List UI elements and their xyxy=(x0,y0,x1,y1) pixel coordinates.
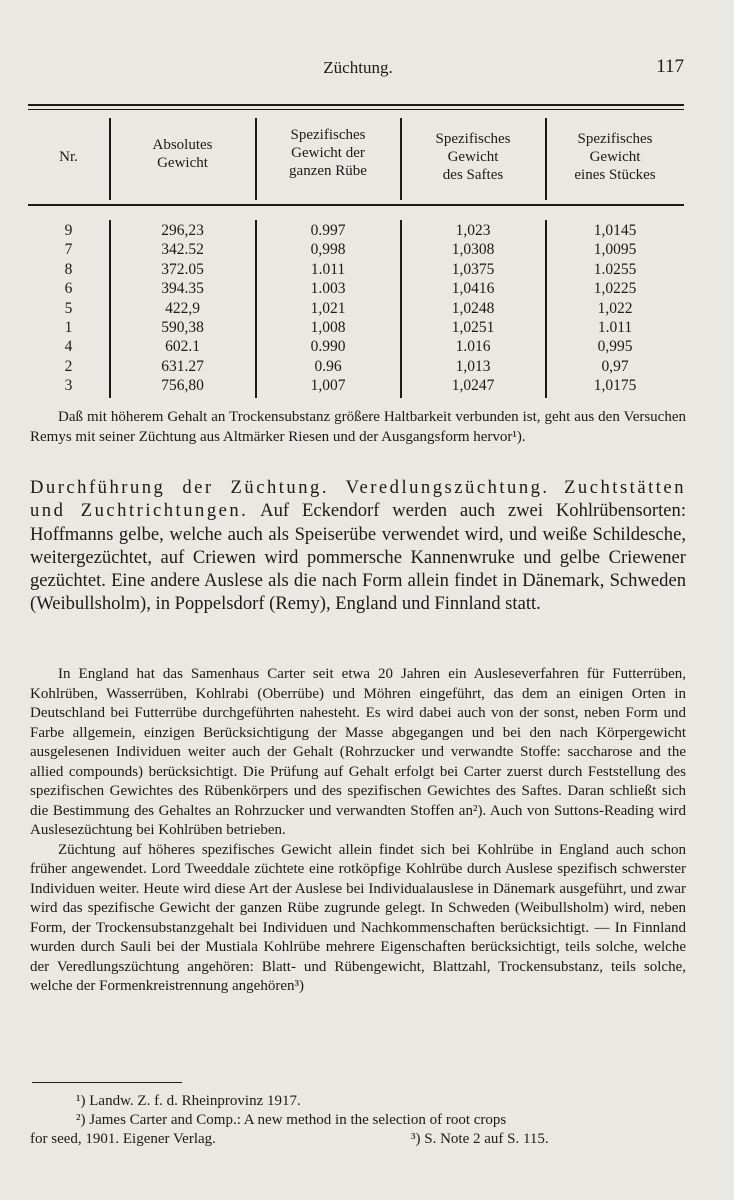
table-cell: 1 xyxy=(64,318,73,336)
header-gewicht-ganze-ruebe: Spezifisches Gewicht der ganzen Rübe xyxy=(289,127,367,179)
table-cell: 1,013 xyxy=(455,357,491,375)
table-cell: 1,021 xyxy=(310,299,346,317)
table-cell: 1,0095 xyxy=(593,241,637,259)
footnotes xyxy=(30,1092,686,1149)
table-cell: 631.27 xyxy=(161,357,204,375)
page-header xyxy=(30,58,686,84)
table-cell: 1,007 xyxy=(310,377,346,395)
column-ganze-ruebe xyxy=(256,221,400,396)
table-cell: 756,80 xyxy=(161,377,204,395)
table-cell: 4 xyxy=(64,338,73,356)
paragraph-text: In England hat das Samenhaus Carter seit etwa 20 Jahren ein Ausleseverfahren für Futterrüben, Kohlrüben, Wasserrüben, Kohlrabi (Oberrübe) und Möhren eingeführt, das dem an einigen Orten in Deutschland bei Futterrübe durchgeführten nahesteht. Es wird dabei auch von der sonst, neben Form und Farbe allgemein, einzigen Berücksichtigung der Masse abgegangen und bei den nach Körpergewicht ausgelesenen Individuen weiter auch der Gehalt (Rohrzucker und verwandte Stoffe: saccharose and the allied compounds) berücksichtigt. Die Prüfung auf Gehalt erfolgt bei Carter zuerst durch Feststellung des spezifischen Gewichtes des Rübenkörpers und des spezifischen Gewichtes des Saftes. Daran schließt sich die Bestimmung des Gehaltes an Rohrzucker und verwandten Stoffen an²). Auch von Suttons-Reading wird Auslesezüchtung bei Kohlrüben betrieben. xyxy=(30,666,686,838)
table-cell: 9 xyxy=(64,222,73,239)
table-cell: 6 xyxy=(64,280,73,298)
table-top-rule xyxy=(28,104,684,106)
specific-weight-table xyxy=(28,104,684,398)
table-cell: 1,022 xyxy=(597,299,633,317)
table-cell: 1,0247 xyxy=(451,377,495,395)
table-cell: 0.997 xyxy=(310,222,346,239)
page-number: 117 xyxy=(656,56,684,77)
table-cell: 1,0175 xyxy=(593,377,637,395)
table-cell: 1.011 xyxy=(310,260,346,278)
header-gewicht-saft: Spezifisches Gewicht des Saftes xyxy=(435,131,511,183)
paragraph-text: Züchtung auf höheres spezifisches Gewicht allein findet sich bei Kohlrübe in England auch schon früher angewendet. Lord Tweeddale züchtete eine rotköpfige Kohlrübe durch Auslese spezifisch schwerster Individuen weiter. Heute wird diese Art der Auslese bei Individualauslese in Dänemark ausgeführt, und zwar wird das spezifische Gewicht der ganzen Rübe zugrunde gelegt. In Schweden (Weibullsholm) wird, neben Form, der Trockensubstanzgehalt bei Individuen und Nachkommenschaften berücksichtigt. — In Finnland wurden durch Sauli bei der Mustiala Kohlrübe mehrere Eigenschaften berücksichtigt, teils solche, welche der Veredlungszüchtung angehören: Blatt- und Rübengewicht, Blattzahl, Trockensubstanz, teils solche, welche der Formenkreistrennung angehören³) xyxy=(30,841,686,994)
table-cell: 0,995 xyxy=(597,338,633,356)
table-cell: 2 xyxy=(64,357,73,375)
paragraph-text: Daß mit höherem Gehalt an Trockensubstanz größere Haltbarkeit verbunden ist, geht aus den Versuchen Remys mit seiner Züchtung aus Altmärker Riesen und der Ausgangsform hervor¹). xyxy=(30,409,686,445)
table-cell: 0,97 xyxy=(601,357,629,375)
table-cell: 394.35 xyxy=(161,280,204,298)
table-cell: 3 xyxy=(64,377,73,395)
column-nr xyxy=(28,221,109,396)
table-cell: 1,0308 xyxy=(451,241,495,259)
table-cell: 296,23 xyxy=(161,222,204,239)
section-body: Auf Eckendorf werden auch zwei Kohlrübensorten: Hoffmanns gelbe, welche auch als Speiserübe verwendet wird, und weiße Schildesche, weitergezüchtet, auf Criewen wird pommersche Kannenwruke und gelbe Criewener gezüchtet. Eine andere Auslese als die nach Form allein findet in Dänemark, Schweden (Weibullsholm), in Poppelsdorf (Remy), England und Finnland statt. xyxy=(30,500,686,615)
table-cell: 1,0248 xyxy=(451,299,495,317)
table-cell: 602.1 xyxy=(165,338,200,356)
table-cell: 0,998 xyxy=(310,241,346,259)
footnote-1: ¹) Landw. Z. f. d. Rheinprovinz 1917. xyxy=(76,1093,301,1109)
table-cell: 1,0416 xyxy=(451,280,495,298)
section-subheading: Zuchtstätten und Zuchtrichtungen. xyxy=(30,477,686,522)
table-cell: 1.016 xyxy=(455,338,491,356)
table-top-rule-2 xyxy=(28,109,684,110)
table-cell: 1,0375 xyxy=(451,260,495,278)
table-cell: 1,0251 xyxy=(451,318,495,336)
running-title: Züchtung. xyxy=(323,58,393,77)
column-saft xyxy=(401,221,545,396)
header-gewicht-stueck: Spezifisches Gewicht eines Stückes xyxy=(574,131,656,183)
section-durchfuehrung xyxy=(30,476,686,616)
table-cell: 0.96 xyxy=(314,357,342,375)
footnote-3: ³) S. Note 2 auf S. 115. xyxy=(411,1131,549,1147)
table-cell: 7 xyxy=(64,241,73,259)
table-cell: 5 xyxy=(64,299,73,317)
table-cell: 1,0145 xyxy=(593,222,637,239)
paragraph-england xyxy=(30,665,686,997)
table-cell: 1,0225 xyxy=(593,280,637,298)
table-cell: 1.0255 xyxy=(593,260,637,278)
table-cell: 590,38 xyxy=(161,318,204,336)
table-cell: 1.011 xyxy=(597,318,633,336)
footnote-2: ²) James Carter and Comp.: A new method in the selection of root crops xyxy=(76,1112,507,1128)
column-absolutes-gewicht xyxy=(110,221,255,396)
header-absolutes-gewicht: Absolutes Gewicht xyxy=(152,137,213,171)
header-nr: Nr. xyxy=(59,149,78,165)
table-cell: 0.990 xyxy=(310,338,346,356)
paragraph-haltbarkeit xyxy=(30,408,686,447)
table-cell: 1,023 xyxy=(455,222,491,239)
table-cell: 422,9 xyxy=(165,299,200,317)
table-cell: 372.05 xyxy=(161,260,204,278)
table-header-rule xyxy=(28,204,684,206)
table-cell: 8 xyxy=(64,260,73,278)
footnote-separator xyxy=(32,1082,182,1083)
table-cell: 1.003 xyxy=(310,280,346,298)
table-cell: 1,008 xyxy=(310,318,346,336)
table-cell: 342.52 xyxy=(161,241,204,259)
section-heading: Durchführung der Züchtung. Veredlungszüchtung. xyxy=(30,477,550,498)
column-stueck xyxy=(546,221,684,396)
footnote-2-cont: for seed, 1901. Eigener Verlag. xyxy=(30,1131,216,1147)
